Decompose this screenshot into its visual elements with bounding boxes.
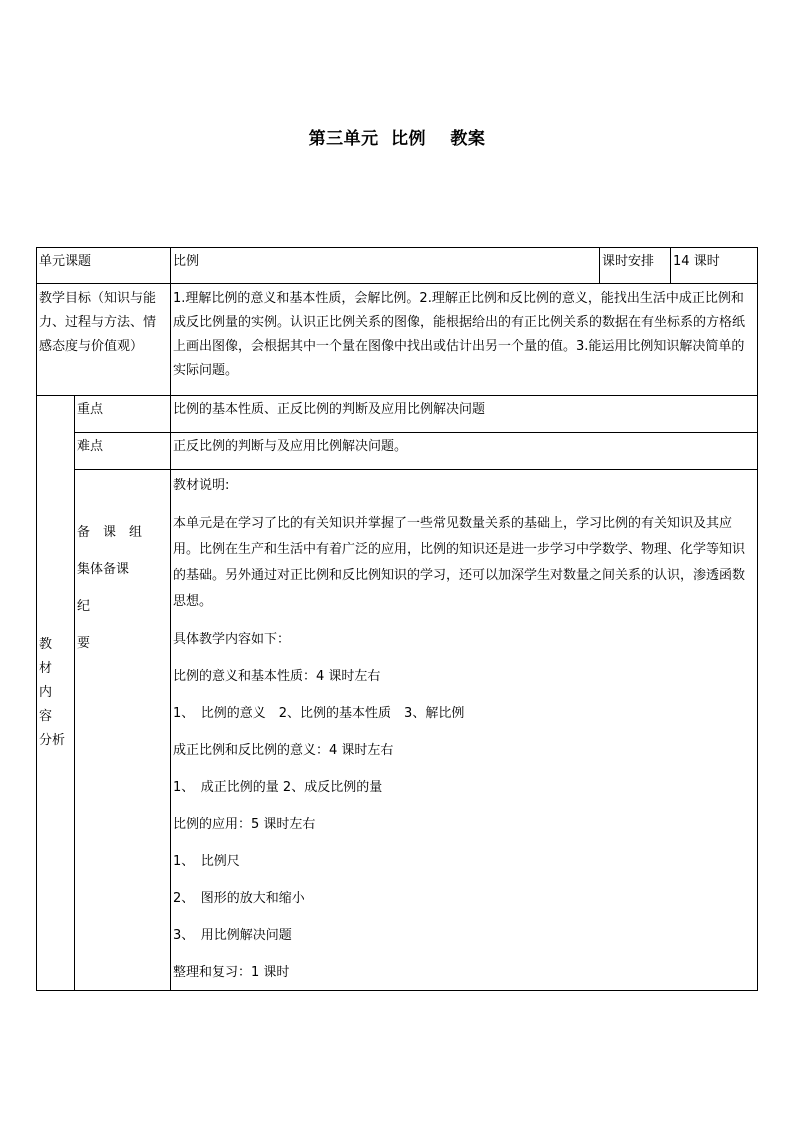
key-point-row bbox=[37, 396, 758, 433]
summary-label-line-3: 纪 bbox=[77, 599, 91, 614]
content-line: 成正比例和反比例的意义：4 课时左右 bbox=[173, 743, 394, 758]
title-topic: 比例 bbox=[391, 129, 426, 149]
unit-value: 比例 bbox=[171, 248, 600, 284]
title-unit: 第三单元 bbox=[308, 129, 379, 149]
analysis-label bbox=[37, 396, 75, 991]
summary-label-line-1: 备 课 组 bbox=[77, 525, 143, 540]
page-title bbox=[0, 124, 794, 149]
lesson-plan-table bbox=[36, 247, 758, 991]
difficulty-row bbox=[37, 433, 758, 470]
summary-heading: 教材说明: bbox=[173, 478, 230, 493]
content-line: 1、 比例尺 bbox=[173, 854, 240, 869]
analysis-label-line-3: 分析 bbox=[39, 733, 66, 748]
summary-label-line-2: 集体备课 bbox=[77, 562, 130, 577]
hours-value: 14 课时 bbox=[671, 248, 758, 284]
content-line: 3、 用比例解决问题 bbox=[173, 928, 292, 943]
analysis-label-line-2: 内 容 bbox=[39, 685, 66, 724]
goals-text: 1.理解比例的意义和基本性质，会解比例。2.理解正比例和反比例的意义，能找出生活中成正比例和成反比例量的实例。认识正比例关系的图像，能根据给出的有正比例关系的数据在有坐标系的方格纸上画出图像，会根据其中一个量在图像中找出或估计出另一个量的值。3.能运用比例知识解决简单的实际问题。 bbox=[171, 284, 758, 396]
content-line: 整理和复习：1 课时 bbox=[173, 965, 290, 980]
content-line: 比例的意义和基本性质：4 课时左右 bbox=[173, 669, 381, 684]
goals-label: 教学目标（知识与能力、过程与方法、情感态度与价值观） bbox=[37, 284, 171, 396]
difficulty-text: 正反比例的判断与及应用比例解决问题。 bbox=[171, 433, 758, 470]
hours-label: 课时安排 bbox=[600, 248, 671, 284]
content-line: 具体教学内容如下： bbox=[173, 632, 291, 647]
content-line: 2、 图形的放大和缩小 bbox=[173, 891, 305, 906]
content-line: 1、 比例的意义 2、比例的基本性质 3、解比例 bbox=[173, 706, 465, 721]
content-line: 比例的应用：5 课时左右 bbox=[173, 817, 316, 832]
summary-paragraph: 本单元是在学习了比的有关知识并掌握了一些常见数量关系的基础上，学习比例的有关知识及其应用。比例在生产和生活中有着广泛的应用，比例的知识还是进一步学习中学数学、物理、化学等知识的基础。另外通过对正比例和反比例知识的学习，还可以加深学生对数量之间关系的认识，渗透函数思想。 bbox=[173, 516, 746, 609]
key-point-text: 比例的基本性质、正反比例的判断及应用比例解决问题 bbox=[171, 396, 758, 433]
unit-row bbox=[37, 248, 758, 284]
summary-row bbox=[37, 470, 758, 991]
title-plan: 教案 bbox=[450, 129, 486, 149]
analysis-label-line-1: 教 材 bbox=[39, 637, 66, 676]
summary-content bbox=[171, 470, 758, 991]
key-point-label: 重点 bbox=[75, 396, 171, 433]
summary-label-line-4: 要 bbox=[77, 636, 91, 651]
summary-label bbox=[75, 470, 171, 991]
content-line: 1、 成正比例的量 2、成反比例的量 bbox=[173, 780, 383, 795]
unit-label: 单元课题 bbox=[37, 248, 171, 284]
goals-row bbox=[37, 284, 758, 396]
difficulty-label: 难点 bbox=[75, 433, 171, 470]
